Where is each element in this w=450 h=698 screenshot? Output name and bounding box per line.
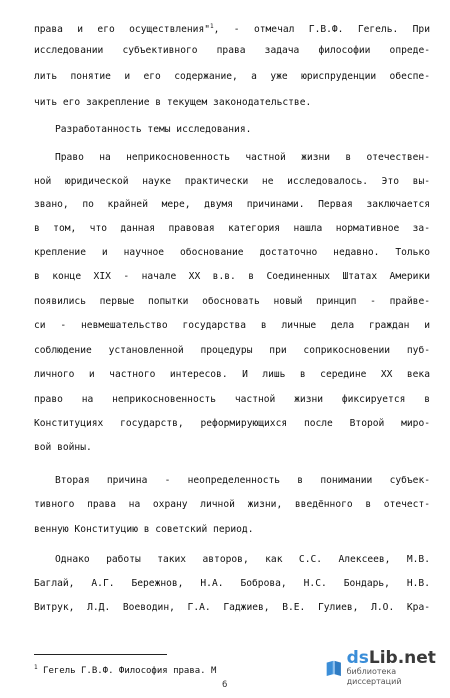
text-line-16: Конституциях государств, реформирующихся после Второй миро- — [34, 418, 430, 429]
text-line-14: личного и частного интересов. И лишь в середине XX века — [34, 369, 430, 380]
text-line-2: исследовании субъективного права задача философии опреде- — [34, 45, 430, 56]
text-line-1: права и его осуществления"$^1$, - отмечал Г.В.Ф. Гегель. При — [34, 22, 430, 35]
text-line-5: Право на неприкосновенность частной жизни в отечествен- — [55, 152, 430, 163]
text-line-11: появились первые попытки обосновать новый принцип - прайве- — [34, 296, 430, 307]
text-line-17: вой войны. — [34, 442, 92, 453]
text-line-20: венную Конституцию в советский период. — [34, 524, 254, 535]
text-line-10: в конце XIX - начале XX в.в. в Соединенных Штатах Америки — [34, 271, 430, 282]
text-line-21: Однако работы таких авторов, как С.С. Алексеев, М.В. — [55, 554, 430, 565]
text-line-4: чить его закрепление в текущем законодательстве. — [34, 97, 312, 108]
text-line-23: Витрук, Л.Д. Воеводин, Г.А. Гаджиев, В.Е. Гулиев, Л.О. Кра- — [34, 602, 430, 613]
book-icon — [324, 657, 344, 679]
footnote-text: Гегель Г.В.Ф. Философия права. М — [43, 666, 217, 676]
footnote-divider — [34, 654, 167, 655]
text-line-9: крепление и научное обоснование достаточно недавно. Только — [34, 247, 430, 258]
text-line-15: право на неприкосновенность частной жизни фиксируется в — [34, 394, 430, 405]
text-line-3: лить понятие и его содержание, а уже юриспруденции обеспе- — [34, 71, 430, 82]
footnote-ref: 1 — [210, 22, 214, 30]
footnote-marker: 1 — [34, 664, 38, 671]
watermark — [324, 648, 442, 688]
text-line-7: звано, по крайней мере, двумя причинами. Первая заключается — [34, 199, 430, 210]
text-line-19: тивного права на охрану личной жизни, введённого в отечест- — [34, 499, 430, 510]
text-line-22: Баглай, А.Г. Бережнов, Н.А. Боброва, Н.С. Бондарь, Н.В. — [34, 578, 430, 589]
watermark-subtitle: библиотека диссертаций — [346, 667, 402, 686]
section-heading: Разработанность темы исследования. — [55, 124, 252, 135]
footnote — [34, 666, 216, 676]
text-line-8: в том, что данная правовая категория нашла нормативное за- — [34, 223, 430, 234]
watermark-lib: Lib.net — [368, 648, 436, 668]
text-line-6: ной юридической науке практически не исследовалось. Это вы- — [34, 176, 430, 187]
text-line-18: Вторая причина - неопределенность в понимании субъек- — [55, 475, 430, 486]
text-line-13: соблюдение установленной процедуры при соприкосновении пуб- — [34, 345, 430, 356]
watermark-ds: ds — [346, 648, 369, 668]
page-number: 6 — [222, 680, 228, 690]
text-line-12: си - невмешательство государства в личные дела граждан и — [34, 320, 430, 331]
